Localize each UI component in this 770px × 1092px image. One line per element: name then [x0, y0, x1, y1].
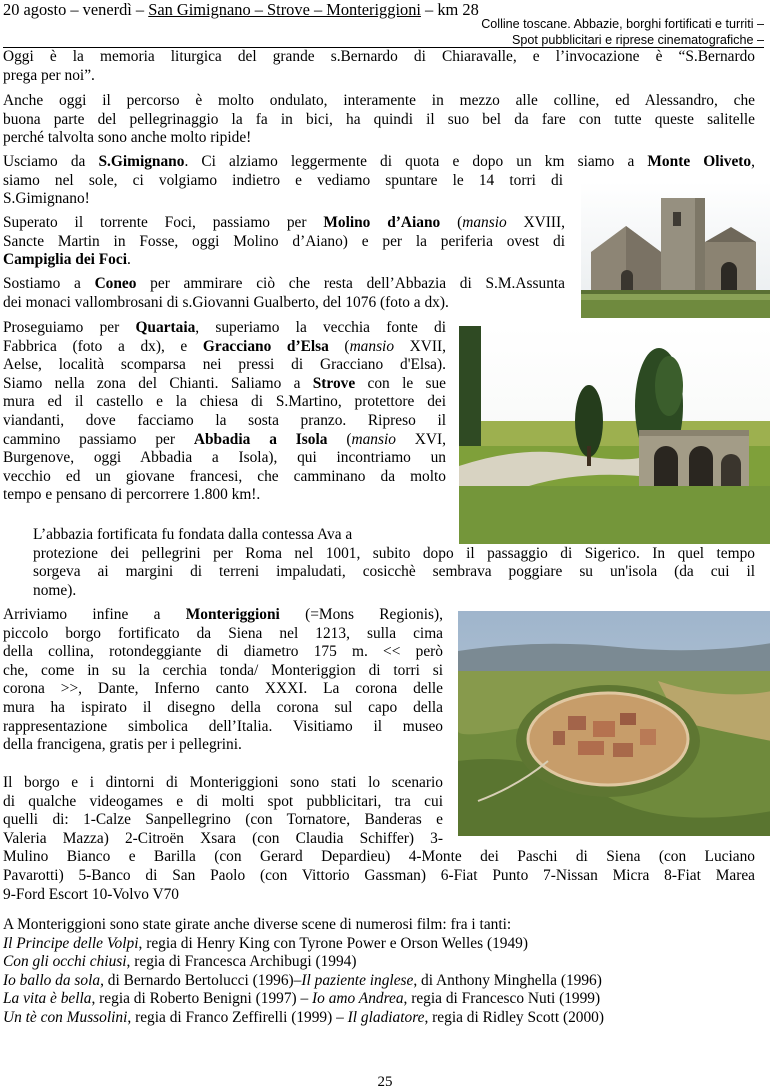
photo-fonte-fabbrica	[459, 326, 770, 544]
text-line: Usciamo da S.Gimignano. Ci alziamo leggermente di quota e dopo un km siamo a Monte Oliveto,	[3, 153, 755, 170]
text-line: prega per noi”.	[3, 66, 95, 84]
text-line: mura ha ispirato il disegno della corona sul capo della	[3, 698, 443, 716]
text-line: viandanti, dove facciamo la sosta pranzo. Ripreso il	[3, 411, 446, 429]
paragraph-memoria	[3, 48, 755, 85]
text-line: nome).	[33, 581, 77, 599]
text-line: Proseguiamo per Quartaia, superiamo la vecchia fonte di	[3, 319, 446, 336]
text-line: della francigena, gratis per i pellegrini.	[3, 736, 242, 754]
text-line: mura ed il castello e la chiesa di S.Martino, protettore dei	[3, 393, 446, 411]
text-line: cammino passiamo per Abbadia a Isola (mansio XVI,	[3, 430, 447, 448]
text-line: Anche oggi il percorso è molto ondulato, interamente in mezzo alle colline, ed Alessandro, che	[3, 92, 755, 109]
header-date: 20 agosto – venerdì –	[3, 0, 145, 19]
text-line: protezione dei pellegrini per Roma nel 1001, subito dopo il passaggio di Sigerico. In quel tempo	[33, 544, 755, 562]
text-line: Arriviamo infine a Monteriggioni (=Mons Regionis),	[3, 606, 443, 623]
text-line: siamo nel sole, ci volgiamo indietro e vediamo spuntare le 14 torri di	[3, 171, 563, 189]
page-number: 25	[377, 1074, 393, 1090]
text-line: Sancte Martin in Fosse, oggi Molino d’Aiano) e per la periferia ovest di	[3, 232, 565, 250]
header-subtitle	[481, 17, 764, 48]
paragraph-quartaia	[3, 319, 446, 505]
text-line: Oggi è la memoria liturgica del grande s.Bernardo di Chiaravalle, e l’invocazione è “S.Bernardo	[3, 48, 755, 65]
text-line: che, come in su la cerchia tonda/ Monteriggion di torri si	[3, 661, 443, 679]
text-line: dei monaci vallombrosani di s.Giovanni Gualberto, del 1076 (foto a dx).	[3, 293, 449, 311]
text-line: buona parte del pellegrinaggio la fa in bici, ha quindi il suo bel da fare con tutte queste salitelle	[3, 110, 755, 128]
photo-monteriggioni	[458, 611, 770, 836]
text-line: rappresentazione simbolica dell’Italia. Visitiamo il museo	[3, 717, 443, 735]
text-line: Valeria Mazza) 2-Citroën Xsara (con Claudia Schiffer) 3-	[3, 829, 443, 847]
header-title	[3, 1, 479, 19]
text-line: di qualche videogames e di molti spot pubblicitari, tra cui	[3, 792, 443, 810]
film-list-intro: A Monteriggioni sono state girate anche diverse scene di numerosi film: fra i tanti:	[3, 916, 512, 933]
place-gracciano: Gracciano d’Elsa	[202, 337, 329, 355]
paragraph-coneo	[3, 275, 565, 312]
text-line: corona >>, Dante, Inferno canto XXXI. La corona delle	[3, 680, 443, 698]
paragraph-percorso	[3, 92, 755, 148]
place-molino-aiano: Molino d’Aiano	[323, 214, 441, 231]
film-list	[3, 916, 755, 1028]
text-line: tempo e pensano di percorrere 1.800 km!.	[3, 486, 261, 504]
text-line: sorgeva ai margini di terreni impaludati, cosicchè sembrava poggiare su un'isola (da cui il	[33, 563, 755, 581]
header-subtitle-line-2: Spot pubblicitari e riprese cinematografiche –	[511, 32, 764, 47]
text-line: Superato il torrente Foci, passiamo per Molino d’Aiano (mansio XVIII,	[3, 214, 566, 231]
text-line: L’abbazia fortificata fu fondata dalla contessa Ava a	[33, 526, 353, 543]
document-page	[3, 0, 767, 1089]
text-line: Aelse, località scomparsa nei pressi di Gracciano d'Elsa).	[3, 356, 446, 374]
text-line: della collina, rotondeggiante di diametro 175 m. << però	[3, 643, 443, 661]
text-line: Pavarotti) 5-Banco di San Paolo (con Vittorio Gassman) 6-Fiat Punto 7-Nissan Micra 8-Fiat Marea	[3, 866, 755, 884]
text-line: S.Gimignano!	[3, 190, 90, 208]
text-line: Mulino Bianco e Barilla (con Gerard Depardieu) 4-Monte dei Paschi di Siena (con Luciano	[3, 848, 755, 866]
place-quartaia: Quartaia	[135, 319, 196, 336]
text-line: Siamo nella zona del Chianti. Saliamo a Strove con le sue	[3, 374, 447, 392]
text-line: 9-Ford Escort 10-Volvo V70	[3, 885, 179, 903]
place-coneo: Coneo	[94, 275, 137, 292]
film-item: Il Principe delle Volpi, regia di Henry King con Tyrone Power e Orson Welles (1949)	[3, 934, 528, 952]
text-line: Sostiamo a Coneo per ammirare ciò che resta dell’Abbazia di S.M.Assunta	[3, 275, 565, 292]
place-monte-oliveto: Monte Oliveto	[647, 153, 752, 170]
place-strove: Strove	[312, 374, 356, 392]
text-line: quelli di: 1-Calze Sanpellegrino (con Tornatore, Banderas e	[3, 811, 443, 829]
text-line: perché talvolta sono anche molto ripide!	[3, 129, 252, 147]
header-subtitle-line-1: Colline toscane. Abbazie, borghi fortificati e turriti –	[481, 17, 764, 31]
text-line: piccolo borgo fortificato da Siena nel 1213, sulla cima	[3, 624, 443, 642]
film-item: Con gli occhi chiusi, regia di Francesca Archibugi (1994)	[3, 953, 357, 971]
text-line: vecchio ed un giovane francesi, che camminano da molto	[3, 467, 446, 485]
header-km: – km 28	[425, 0, 479, 19]
place-monteriggioni: Monteriggioni	[185, 606, 280, 623]
text-line: Il borgo e i dintorni di Monteriggioni sono stati lo scenario	[3, 774, 443, 791]
film-item: Un tè con Mussolini, regia di Franco Zeffirelli (1999) – Il gladiatore, regia di Ridley Scott (2000)	[3, 1008, 604, 1026]
place-abbadia-isola: Abbadia a Isola	[193, 430, 328, 448]
film-item: La vita è bella, regia di Roberto Benigni (1997) – Io amo Andrea, regia di Francesco Nuti (1999)	[3, 990, 601, 1008]
text-line: Campiglia dei Foci.	[3, 251, 131, 269]
paragraph-monteriggioni	[3, 606, 443, 755]
paragraph-foci	[3, 214, 565, 270]
place-san-gimignano: S.Gimignano	[98, 153, 185, 170]
place-campiglia: Campiglia dei Foci	[3, 251, 127, 269]
header-route: San Gimignano – Strove – Monteriggioni	[148, 0, 421, 19]
film-item: Io ballo da sola, di Bernardo Bertolucci (1996)–Il paziente inglese, di Anthony Minghella (1996)	[3, 971, 602, 989]
text-line: Burgenove, oggi Abbadia a Isola), qui incontriamo un	[3, 449, 446, 467]
photo-abbazia-coneo	[581, 182, 770, 318]
text-line: Fabbrica (foto a dx), e Gracciano d’Elsa (mansio XVII,	[3, 337, 446, 355]
